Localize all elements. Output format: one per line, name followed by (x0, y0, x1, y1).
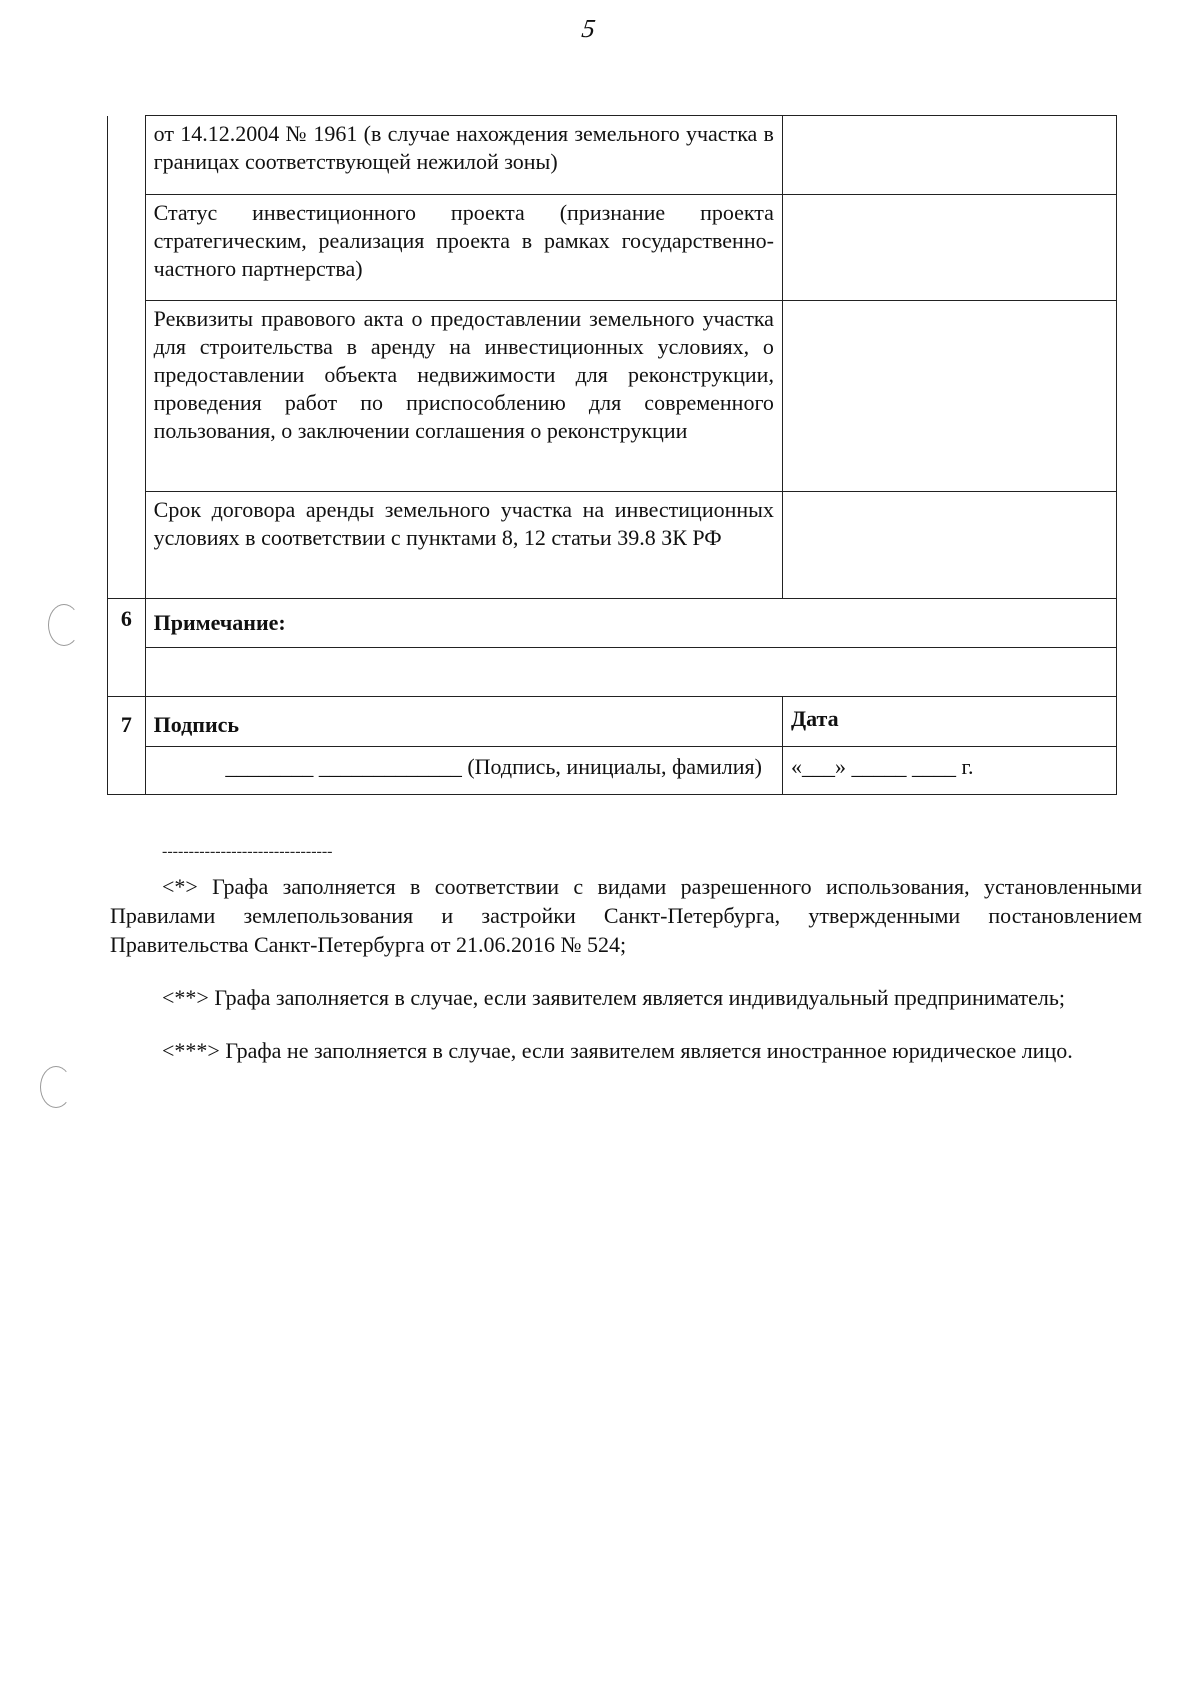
row-label: от 14.12.2004 № 1961 (в случае нахождения земельного участка в границах соответствующей нежилой зоны) (145, 116, 782, 195)
table-row (108, 195, 1117, 301)
row-number-cell (108, 492, 146, 599)
date-field[interactable]: «___» _____ ____ г. (782, 747, 1116, 795)
row-number-cell (108, 301, 146, 492)
note-value-row (108, 648, 1117, 697)
row-number-cell (108, 195, 146, 301)
row-label: Статус инвестиционного проекта (признание проекта стратегическим, реализация проекта в рамках государственно-частного партнерства) (145, 195, 782, 301)
note-title: Примечание: (145, 599, 1116, 648)
row-value-field[interactable] (782, 116, 1116, 195)
signature-title: Подпись (145, 697, 782, 747)
row-value-field[interactable] (782, 195, 1116, 301)
table-row (108, 492, 1117, 599)
date-title: Дата (782, 697, 1116, 747)
row-label: Срок договора аренды земельного участка на инвестиционных условиях в соответствии с пунктами 8, 12 статьи 39.8 ЗК РФ (145, 492, 782, 599)
punch-hole-mark (40, 1066, 72, 1108)
punch-hole-mark (48, 604, 80, 646)
signature-field[interactable]: ________ _____________ (Подпись, инициалы, фамилия) (145, 747, 782, 795)
row-number-cell (108, 116, 146, 195)
footnote-divider: -------------------------------- (162, 843, 333, 860)
application-form-table (107, 115, 1117, 795)
row-label: Реквизиты правового акта о предоставлении земельного участка для строительства в аренду на инвестиционных условиях, о предоставлении объекта недвижимости для реконструкции, проведения работ по приспособлению для современного пользования, о заключении соглашения о реконструкции (145, 301, 782, 492)
note-row-number: 6 (108, 599, 146, 697)
footnotes (110, 872, 1142, 1089)
row-value-field[interactable] (782, 301, 1116, 492)
signature-row-number: 7 (108, 697, 146, 795)
row-value-field[interactable] (782, 492, 1116, 599)
note-header-row (108, 599, 1117, 648)
signature-header-row (108, 697, 1117, 747)
page-number: 5 (580, 14, 598, 43)
table-row (108, 301, 1117, 492)
table-row (108, 116, 1117, 195)
footnote-2: <**> Графа заполняется в случае, если заявителем является индивидуальный предприниматель; (162, 985, 1066, 1010)
footnote-1: <*> Графа заполняется в соответствии с видами разрешенного использования, установленными Правилами землепользования и застройки Санкт-Петербурга, утвержденными постановлением Правительства Санкт-Петербурга от 21.06.2016 № 524; (110, 874, 1142, 957)
signature-line-row (108, 747, 1117, 795)
footnote-3: <***> Графа не заполняется в случае, если заявителем является иностранное юридическое лицо. (162, 1038, 1073, 1063)
note-value-field[interactable] (145, 648, 1116, 697)
